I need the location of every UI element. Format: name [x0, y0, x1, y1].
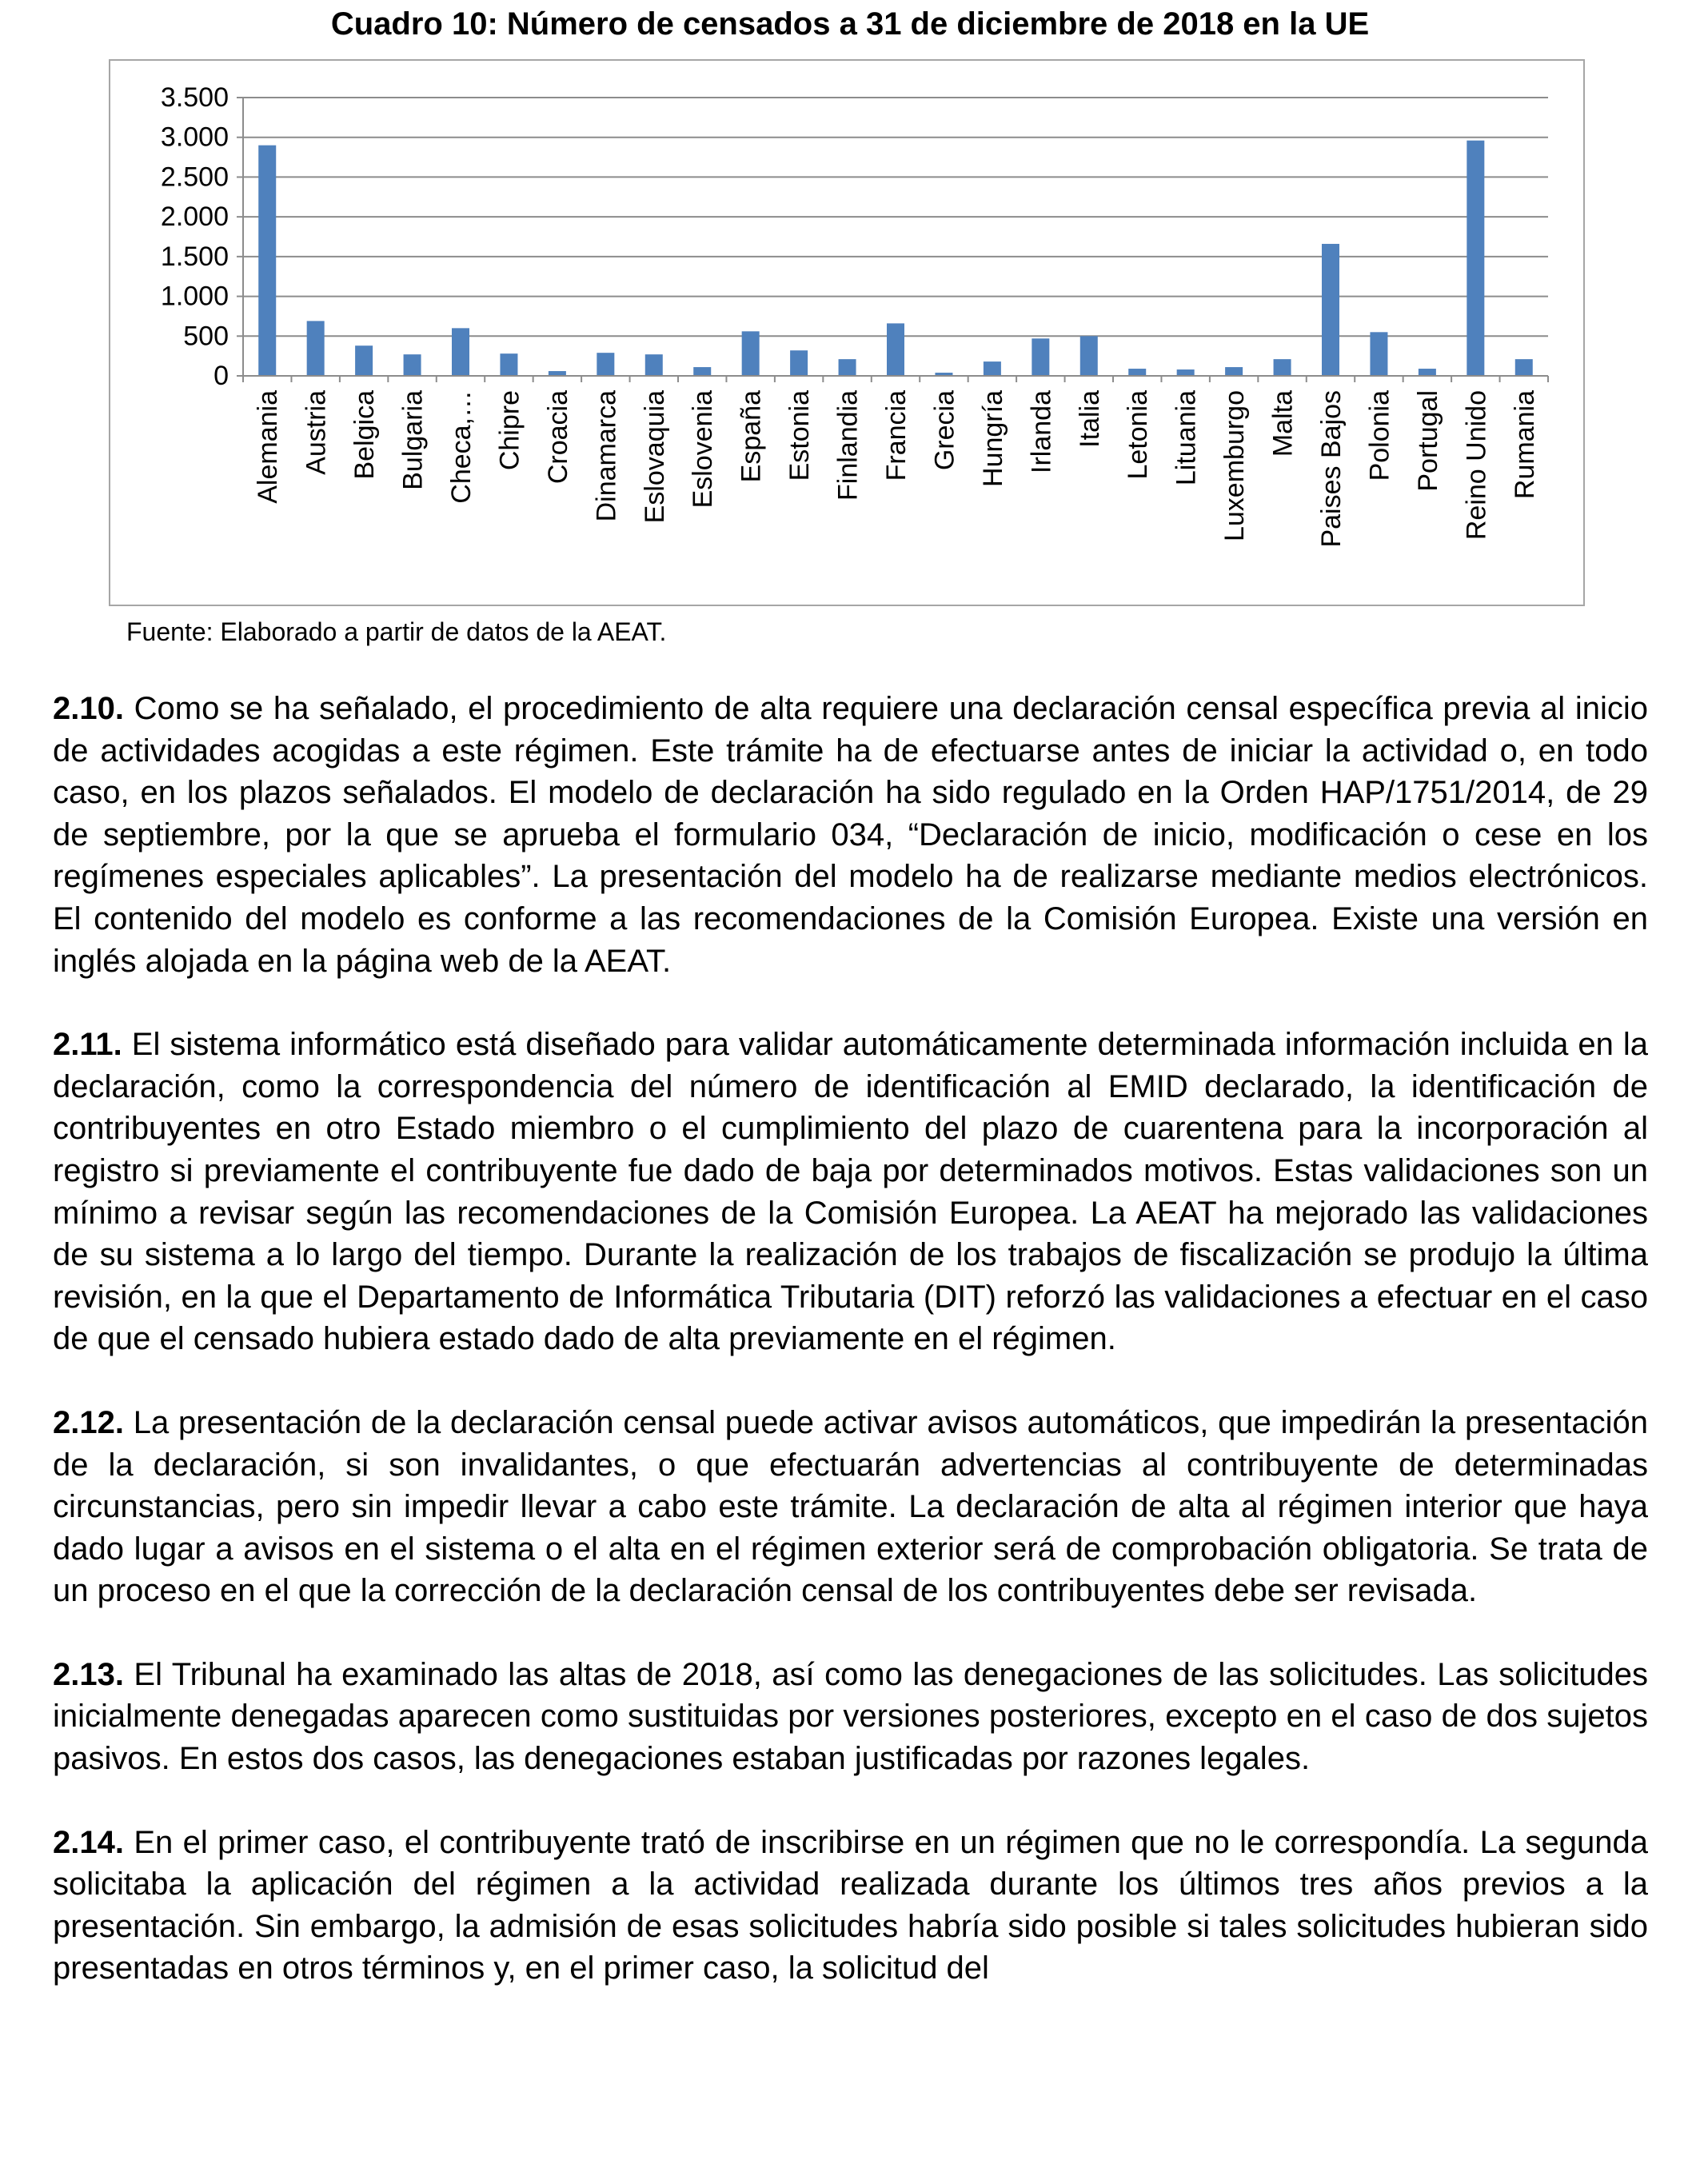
paragraph-text: En el primer caso, el contribuyente trató de inscribirse en un régimen que no le correspondía. La segunda solicitaba la aplicación del régimen a la actividad realizada durante los últimos tres años previos a la presentación. Sin embargo, la admisión de esas solicitudes habría sido posible si tales solicitudes hubieran sido presentadas en otros términos y, en el primer caso, la solicitud del: [53, 1824, 1648, 1986]
bar: [1032, 338, 1049, 376]
x-tick-label: Croacia: [542, 390, 573, 485]
y-tick-label: 3.000: [160, 122, 229, 153]
x-tick-label: Italia: [1074, 390, 1105, 448]
x-tick-label: Rumania: [1509, 390, 1540, 500]
paragraph-number: 2.13.: [53, 1656, 124, 1692]
x-tick-label: Luxemburgo: [1219, 390, 1251, 542]
bar: [258, 146, 276, 376]
y-tick-label: 1.000: [160, 281, 229, 312]
bar: [1322, 244, 1339, 376]
bar: [1080, 336, 1098, 376]
bar: [1515, 359, 1533, 376]
x-tick-label: Paises Bajos: [1316, 390, 1347, 548]
x-tick-label: Austria: [301, 390, 332, 475]
bar: [355, 345, 373, 376]
x-tick-label: Alemania: [253, 390, 284, 504]
bar: [984, 361, 1001, 376]
x-tick-label: Grecia: [929, 390, 960, 471]
paragraph-2-10: [53, 688, 1648, 982]
bar: [452, 328, 469, 376]
paragraph-number: 2.12.: [53, 1404, 124, 1440]
x-tick-label: Bulgaria: [397, 390, 429, 490]
x-tick-label: Letonia: [1123, 390, 1154, 480]
bar: [1370, 332, 1387, 376]
x-tick-label: Reino Unido: [1461, 390, 1492, 541]
bar: [307, 321, 325, 376]
body-text: [53, 688, 1648, 2031]
paragraph-number: 2.14.: [53, 1824, 124, 1860]
x-tick-label: Portugal: [1412, 390, 1443, 492]
chart-border: [110, 60, 1584, 605]
y-tick-label: 0: [213, 361, 229, 391]
bar: [742, 331, 760, 376]
x-tick-label: Finlandia: [832, 390, 864, 501]
x-tick-label: Lituania: [1171, 390, 1202, 486]
bar: [839, 359, 856, 376]
paragraph-2-11: [53, 1024, 1648, 1360]
paragraph-text: El Tribunal ha examinado las altas de 2018, así como las denegaciones de las solicitudes. Las solicitudes inicialmente denegadas aparecen como sustituidas por versiones posteriores, excepto en el caso de dos sujetos pasivos. En estos dos casos, las denegaciones estaban justificadas por razones legales.: [53, 1656, 1648, 1777]
bar: [404, 354, 421, 376]
bar: [887, 323, 904, 376]
x-tick-label: Eslovaquia: [639, 390, 670, 524]
paragraph-2-14: [53, 1822, 1648, 1990]
x-tick-label: Estonia: [784, 390, 816, 481]
x-tick-label: Belgica: [349, 390, 381, 480]
bar-chart: [109, 59, 1585, 606]
x-tick-label: España: [736, 390, 767, 483]
chart-container: [109, 59, 1585, 606]
bar: [1419, 369, 1436, 376]
y-tick-label: 500: [183, 321, 229, 352]
y-tick-label: 1.500: [160, 241, 229, 272]
bar: [1128, 369, 1146, 376]
bar: [1467, 141, 1484, 376]
x-tick-label: Irlanda: [1026, 390, 1057, 473]
x-tick-label: Francia: [881, 390, 912, 481]
paragraph-2-13: [53, 1654, 1648, 1780]
x-tick-label: Dinamarca: [591, 390, 622, 522]
x-tick-label: Eslovenia: [688, 390, 719, 509]
y-tick-label: 2.000: [160, 202, 229, 233]
bar: [500, 353, 517, 376]
bar: [645, 354, 663, 376]
x-tick-label: Hungría: [977, 390, 1008, 487]
chart-title: Cuadro 10: Número de censados a 31 de diciembre de 2018 en la UE: [330, 6, 1370, 42]
paragraph-number: 2.10.: [53, 691, 124, 726]
y-tick-label: 2.500: [160, 162, 229, 193]
y-tick-label: 3.500: [160, 82, 229, 113]
x-tick-label: Malta: [1267, 390, 1299, 457]
bar: [790, 350, 808, 376]
bar: [597, 353, 614, 376]
x-tick-label: Polonia: [1364, 390, 1395, 481]
paragraph-text: El sistema informático está diseñado para validar automáticamente determinada información incluida en la declaración, como la correspondencia del número de identificación al EMID declarado, la identificación de contribuyentes en otro Estado miembro o el cumplimiento del plazo de cuarentena para la incorporación al registro si previamente el contribuyente fue dado de baja por determinados motivos. Estas validaciones son un mínimo a revisar según las recomendaciones de la Comisión Europea. La AEAT ha mejorado las validaciones de su sistema a lo largo del tiempo. Durante la realización de los trabajos de fiscalización se produjo la última revisión, en la que el Departamento de Informática Tributaria (DIT) reforzó las validaciones a efectuar en el caso de que el censado hubiera estado dado de alta previamente en el régimen.: [53, 1027, 1648, 1357]
bar: [1225, 367, 1243, 376]
x-tick-label: Chipre: [494, 390, 525, 471]
x-tick-label: Checa,…: [446, 390, 477, 504]
bar: [693, 367, 711, 376]
bar: [1274, 359, 1291, 376]
paragraph-number: 2.11.: [53, 1027, 122, 1063]
bar: [1177, 369, 1195, 376]
source-note: Fuente: Elaborado a partir de datos de la AEAT.: [126, 617, 667, 646]
paragraph-text: La presentación de la declaración censal puede activar avisos automáticos, que impedirán la presentación de la declaración, si son invalidantes, o que efectuarán advertencias al contribuyente de determinadas circunstancias, pero sin impedir llevar a cabo este trámite. La declaración de alta al régimen interior que haya dado lugar a avisos en el sistema o el alta en el régimen exterior será de comprobación obligatoria. Se trata de un proceso en el que la corrección de la declaración censal de los contribuyentes debe ser revisada.: [53, 1404, 1648, 1609]
paragraph-2-12: [53, 1402, 1648, 1612]
paragraph-text: Como se ha señalado, el procedimiento de alta requiere una declaración censal específica previa al inicio de actividades acogidas a este régimen. Este trámite ha de efectuarse antes de iniciar la actividad o, en todo caso, en los plazos señalados. El modelo de declaración ha sido regulado en la Orden HAP/1751/2014, de 29 de septiembre, por la que se aprueba el formulario 034, “Declaración de inicio, modificación o cese en los regímenes especiales aplicables”. La presentación del modelo ha de realizarse mediante medios electrónicos. El contenido del modelo es conforme a las recomendaciones de la Comisión Europea. Existe una versión en inglés alojada en la página web de la AEAT.: [53, 691, 1648, 979]
